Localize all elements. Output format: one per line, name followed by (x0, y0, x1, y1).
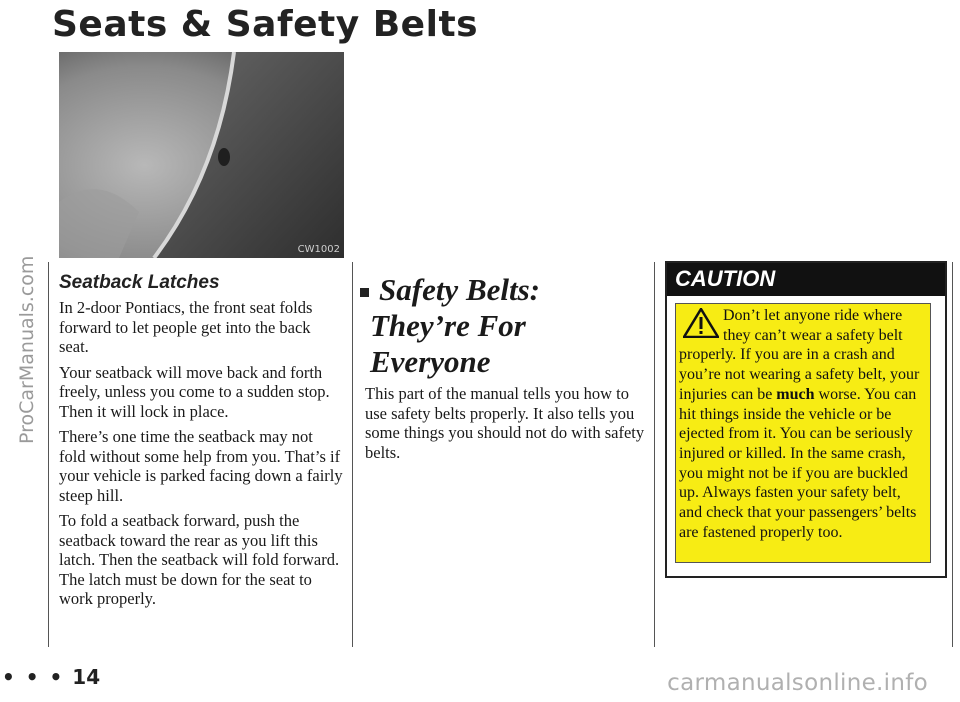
warning-triangle-icon (683, 308, 719, 338)
seat-image (59, 52, 344, 258)
caution-box (665, 261, 947, 578)
page-title: Seats & Safety Belts (52, 4, 479, 45)
safety-section (360, 272, 648, 468)
column-rule (952, 262, 953, 647)
caution-label: CAUTION (667, 263, 945, 296)
safety-heading-line2: They’re For Everyone (370, 308, 526, 379)
column-rule (654, 262, 655, 647)
page-number-value: 14 (72, 665, 101, 689)
bullet-icon (360, 288, 369, 297)
paragraph: To fold a seatback forward, push the seatback toward the rear as you lift this latch. Then the seatback will fold forward. The latch must be down for the seat to work properly. (59, 511, 340, 608)
paragraph: Your seatback will move back and forth freely, unless you come to a sudden stop. Then it will lock in place. (59, 362, 330, 421)
paragraph: There’s one time the seatback may not fold without some help from you. That’s if your vehicle is parked facing down a fairly steep hill. (59, 427, 343, 505)
page-number (2, 665, 100, 689)
safety-body: This part of the manual tells you how to use safety belts properly. It also tells you some things you should not do with safety belts. (365, 384, 645, 462)
safety-heading (360, 272, 648, 308)
caution-text-rest: worse. You can hit things inside the vehicle or be ejected from it. You can be seriously injured or killed. In the same crash, you might not be if you are buckled up. Always fasten your safety belt, and check that your passengers’ belts are fastened properly too. (679, 385, 917, 541)
side-watermark: ProCarManuals.com (16, 255, 38, 444)
figure-label: CW1002 (297, 244, 340, 255)
caution-emphasis: much (776, 385, 815, 403)
seatback-section (59, 272, 343, 615)
paragraph: In 2-door Pontiacs, the front seat folds forward to let people get into the back seat. (59, 298, 313, 356)
bottom-watermark: carmanualsonline.info (667, 670, 928, 696)
column-rule (48, 262, 49, 647)
caution-body (675, 303, 931, 563)
footer-dots: • • • (2, 665, 65, 689)
caution-text: Don’t let anyone ride where they can’t wear a safety belt properly. If you are in a crash and you’re not wearing a safety belt, your injuries can be (679, 307, 920, 403)
seatback-photo (59, 52, 344, 258)
column-rule (352, 262, 353, 647)
safety-heading-line1: Safety Belts: (379, 272, 540, 307)
seatback-heading: Seatback Latches (59, 272, 220, 293)
